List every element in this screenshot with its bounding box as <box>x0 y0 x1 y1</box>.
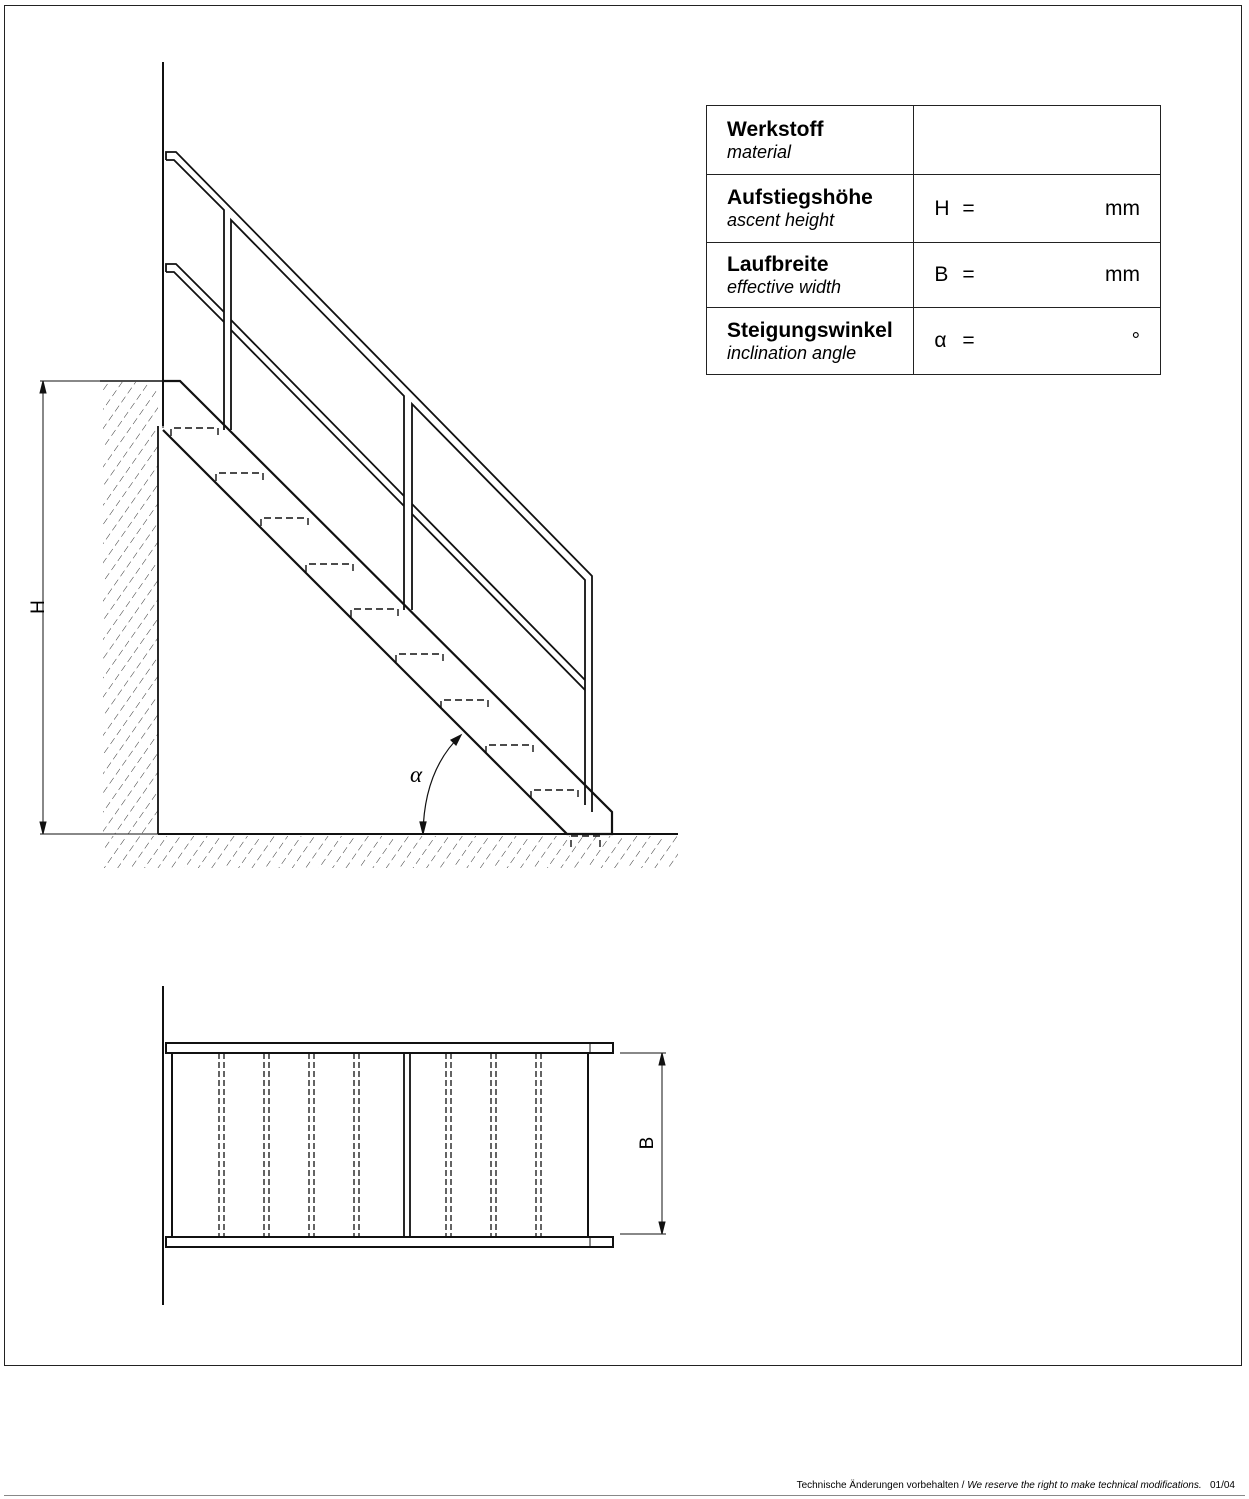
spec-label-cell <box>707 175 914 243</box>
value-symbol: B <box>934 263 949 286</box>
spec-label-cell <box>707 243 914 308</box>
footer-note <box>797 1480 1235 1491</box>
value-unit: mm <box>1105 196 1140 220</box>
value-unit: ° <box>1131 329 1140 352</box>
footer-rule <box>4 1495 1245 1496</box>
footer-code: 01/04 <box>1209 1480 1235 1491</box>
spec-label-cell <box>707 308 914 375</box>
value-unit: mm <box>1105 263 1140 286</box>
stair-treads <box>171 428 600 847</box>
spec-value-cell <box>914 243 1161 308</box>
spec-label-cell <box>707 106 914 175</box>
footer-de: Technische Änderungen vorbehalten / <box>796 1480 965 1491</box>
footer-en: We reserve the right to make technical modifications. <box>967 1480 1202 1491</box>
label-en: ascent height <box>727 210 835 230</box>
ground-hatch <box>103 836 678 868</box>
wall-hatch <box>103 382 158 834</box>
plan-posts <box>404 1053 410 1237</box>
height-label: H <box>28 600 50 614</box>
value-symbol: α <box>934 329 947 352</box>
plan-treads <box>219 1053 541 1237</box>
value-symbol: H <box>934 196 950 220</box>
value-equals: = <box>962 263 975 286</box>
spec-row-ascent-height <box>707 175 1161 243</box>
label-de: Werkstoff <box>727 117 824 141</box>
spec-row-inclination-angle <box>707 308 1161 375</box>
spec-row-material <box>707 106 1161 175</box>
value-equals: = <box>962 196 975 220</box>
spec-row-effective-width <box>707 243 1161 308</box>
plan-stringers <box>166 1043 613 1247</box>
width-label: B <box>637 1136 659 1150</box>
label-de: Steigungswinkel <box>727 318 893 342</box>
label-de: Laufbreite <box>727 252 829 276</box>
value-equals: = <box>962 329 975 352</box>
label-en: effective width <box>727 276 842 297</box>
label-de: Aufstiegshöhe <box>727 186 873 209</box>
spec-value-cell <box>914 106 1161 175</box>
label-en: material <box>727 141 792 162</box>
stair-stringer <box>163 381 612 834</box>
spec-value-cell <box>914 175 1161 243</box>
angle-label: α <box>409 762 423 787</box>
handrail-side <box>166 152 592 812</box>
angle-indicator <box>420 735 461 834</box>
spec-table <box>706 105 1161 375</box>
spec-value-cell <box>914 308 1161 375</box>
label-en: inclination angle <box>727 342 857 363</box>
